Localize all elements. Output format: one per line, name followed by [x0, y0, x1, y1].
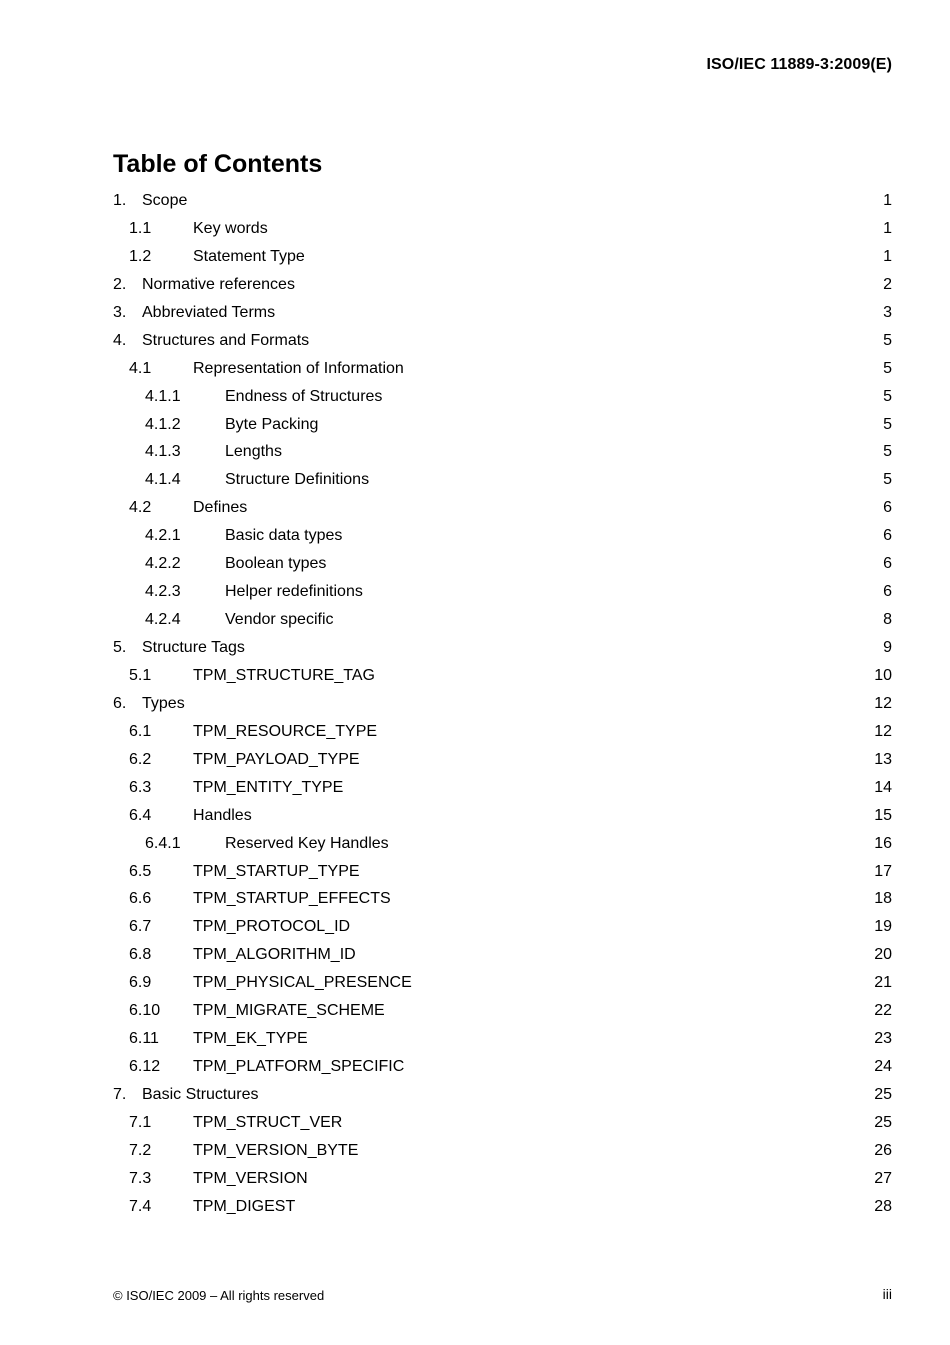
toc-entry-number: 4.1.3 — [145, 443, 181, 461]
toc-entry[interactable] — [113, 215, 892, 243]
toc-entry-title: Key words — [193, 219, 268, 237]
toc-entry-number: 6.11 — [129, 1030, 159, 1048]
toc-entry[interactable] — [113, 858, 892, 886]
toc-entry-title: Normative references — [142, 275, 295, 293]
toc-entry-title: Reserved Key Handles — [225, 834, 389, 852]
toc-entry-number: 5.1 — [129, 666, 152, 684]
toc-entry-title: TPM_ENTITY_TYPE — [193, 778, 344, 796]
toc-entry[interactable] — [113, 1109, 892, 1137]
toc-entry-title: TPM_PLATFORM_SPECIFIC — [193, 1058, 405, 1076]
copyright-notice: © ISO/IEC 2009 – All rights reserved — [113, 1288, 325, 1303]
toc-entry-number: 6.8 — [129, 946, 152, 964]
toc-entry-page: 8 — [883, 611, 892, 629]
toc-entry-number: 6.1 — [129, 722, 152, 740]
toc-entry-page: 18 — [874, 890, 892, 908]
toc-entry-page: 14 — [874, 778, 892, 796]
toc-entry-title: Structure Tags — [142, 639, 245, 656]
toc-entry-number: 7. — [113, 1086, 127, 1103]
toc-entry-page: 5 — [883, 471, 892, 489]
toc-entry-title: TPM_DIGEST — [193, 1197, 296, 1215]
toc-entry-title: Lengths — [225, 443, 282, 461]
toc-entry-page: 24 — [874, 1058, 892, 1076]
toc-entry-number: 1. — [113, 192, 127, 209]
toc-entry-number: 4.2 — [129, 499, 152, 517]
toc-entry-number: 6.4.1 — [145, 834, 181, 852]
toc-entry-number: 4. — [113, 331, 127, 349]
toc-entry-page: 21 — [874, 974, 892, 992]
toc-entry[interactable] — [113, 690, 892, 718]
toc-entry[interactable] — [113, 969, 892, 997]
toc-entry-number: 4.1.2 — [145, 415, 181, 433]
toc-entry-number: 6.2 — [129, 750, 152, 768]
toc-entry-page: 23 — [874, 1030, 892, 1048]
toc-entry-title: Representation of Information — [193, 359, 404, 377]
toc-entry-number: 2. — [113, 275, 127, 293]
toc-entry[interactable] — [113, 327, 892, 355]
toc-entry-page: 16 — [874, 834, 892, 852]
toc-entry-title: TPM_MIGRATE_SCHEME — [193, 1002, 385, 1020]
toc-entry-number: 6.5 — [129, 862, 152, 880]
toc-entry-title: Handles — [193, 806, 252, 824]
toc-entry-number: 6. — [113, 694, 127, 712]
toc-entry-number: 4.1.4 — [145, 471, 181, 489]
toc-entry-page: 6 — [883, 499, 892, 517]
toc-entry-page: 5 — [883, 443, 892, 461]
toc-entry[interactable] — [113, 299, 892, 327]
toc-entry-title: TPM_STARTUP_EFFECTS — [193, 890, 391, 908]
toc-entry[interactable] — [113, 243, 892, 271]
toc-entry[interactable] — [113, 941, 892, 969]
toc-entry-number: 4.2.2 — [145, 555, 181, 573]
toc-entry[interactable] — [113, 438, 892, 466]
toc-entry-page: 6 — [883, 583, 892, 601]
toc-entry-title: Abbreviated Terms — [142, 303, 276, 321]
toc-entry-page: 28 — [874, 1197, 892, 1215]
toc-entry[interactable] — [113, 355, 892, 383]
toc-entry-title: Vendor specific — [225, 611, 334, 629]
toc-entry[interactable] — [113, 1025, 892, 1053]
toc-entry-title: Byte Packing — [225, 415, 319, 433]
toc-entry-title: Structures and Formats — [142, 331, 310, 349]
toc-entry-number: 7.1 — [129, 1113, 152, 1131]
toc-entry-title: TPM_STARTUP_TYPE — [193, 862, 360, 880]
toc-entry[interactable] — [113, 997, 892, 1025]
toc-entry[interactable] — [113, 1165, 892, 1193]
toc-entry[interactable] — [113, 802, 892, 830]
toc-entry-page: 1 — [883, 247, 892, 265]
toc-entry[interactable] — [113, 774, 892, 802]
toc-entry-title: Helper redefinitions — [225, 583, 363, 601]
toc-entry-page: 13 — [874, 750, 892, 768]
toc-entry-page: 26 — [874, 1141, 892, 1159]
document-identifier: ISO/IEC 11889-3:2009(E) — [706, 56, 892, 73]
toc-entry[interactable] — [113, 522, 892, 550]
toc-entry-title: Boolean types — [225, 555, 327, 573]
toc-entry-title: TPM_PHYSICAL_PRESENCE — [193, 974, 412, 992]
toc-entry-title: Scope — [142, 192, 188, 209]
toc-entry-page: 5 — [883, 359, 892, 377]
toc-entry-number: 6.12 — [129, 1058, 161, 1076]
toc-entry-title: TPM_VERSION — [193, 1169, 308, 1187]
toc-entry-page: 17 — [874, 862, 892, 880]
toc-entry-title: Statement Type — [193, 247, 305, 265]
toc-entry-number: 3. — [113, 303, 127, 321]
toc-entry-page: 1 — [883, 192, 892, 209]
toc-entry[interactable] — [113, 578, 892, 606]
toc-entry-title: Types — [142, 694, 185, 712]
toc-entry-number: 7.2 — [129, 1141, 152, 1159]
toc-entry-page: 19 — [874, 918, 892, 936]
toc-entry[interactable] — [113, 466, 892, 494]
toc-entry-title: TPM_STRUCTURE_TAG — [193, 666, 375, 684]
toc-entry-title: TPM_PAYLOAD_TYPE — [193, 750, 360, 768]
toc-entry-number: 6.4 — [129, 806, 152, 824]
toc-entry-page: 5 — [883, 387, 892, 405]
toc-entry-page: 6 — [883, 555, 892, 573]
toc-entry[interactable] — [113, 885, 892, 913]
toc-entry-page: 15 — [874, 806, 892, 824]
toc-entry[interactable] — [113, 271, 892, 299]
page-number: iii — [882, 1286, 892, 1302]
toc-entry[interactable] — [113, 606, 892, 634]
toc-entry-title: Defines — [193, 499, 248, 517]
toc-entry[interactable] — [113, 187, 892, 215]
toc-entry-title: Basic Structures — [142, 1086, 259, 1103]
toc-entry[interactable] — [113, 411, 892, 439]
toc-entry-title: TPM_STRUCT_VER — [193, 1113, 343, 1131]
toc-entry-page: 3 — [883, 303, 892, 321]
toc-entry-title: TPM_PROTOCOL_ID — [193, 918, 351, 936]
toc-entry-number: 1.1 — [129, 219, 152, 237]
toc-entry[interactable] — [113, 1053, 892, 1081]
toc-entry-number: 5. — [113, 639, 127, 656]
toc-entry-page: 5 — [883, 331, 892, 349]
toc-entry-page: 25 — [874, 1113, 892, 1131]
toc-entry[interactable] — [113, 634, 892, 662]
toc-entry-title: Endness of Structures — [225, 387, 383, 405]
toc-entry[interactable] — [113, 913, 892, 941]
toc-entry-title: Structure Definitions — [225, 471, 370, 489]
toc-entry-title: TPM_EK_TYPE — [193, 1030, 308, 1048]
toc-entry[interactable] — [113, 830, 892, 858]
toc-entry-number: 7.3 — [129, 1169, 152, 1187]
toc-entry-page: 5 — [883, 415, 892, 433]
toc-entry-title: TPM_ALGORITHM_ID — [193, 946, 356, 964]
toc-entry-page: 12 — [874, 722, 892, 740]
toc-entry-number: 4.1 — [129, 359, 152, 377]
toc-entry-number: 1.2 — [129, 247, 152, 265]
toc-entry-number: 4.1.1 — [145, 387, 181, 405]
toc-list — [113, 187, 892, 1221]
toc-entry-page: 22 — [874, 1002, 892, 1020]
toc-entry-page: 1 — [883, 219, 892, 237]
toc-entry-number: 6.10 — [129, 1002, 161, 1020]
toc-entry-number: 4.2.1 — [145, 527, 181, 545]
toc-entry-page: 9 — [883, 639, 892, 656]
toc-entry-number: 7.4 — [129, 1197, 152, 1215]
toc-entry-number: 6.9 — [129, 974, 152, 992]
toc-entry-page: 10 — [874, 666, 892, 684]
toc-entry[interactable] — [113, 1193, 892, 1221]
toc-entry-number: 4.2.3 — [145, 583, 181, 601]
toc-entry-number: 6.3 — [129, 778, 152, 796]
toc-entry[interactable] — [113, 550, 892, 578]
toc-entry[interactable] — [113, 1081, 892, 1109]
toc-entry-number: 4.2.4 — [145, 611, 181, 629]
toc-entry-page: 2 — [883, 275, 892, 293]
toc-entry-number: 6.6 — [129, 890, 152, 908]
toc-entry[interactable] — [113, 746, 892, 774]
toc-entry-number: 6.7 — [129, 918, 152, 936]
toc-entry[interactable] — [113, 662, 892, 690]
toc-entry[interactable] — [113, 718, 892, 746]
toc-entry-page: 12 — [874, 694, 892, 712]
toc-entry[interactable] — [113, 494, 892, 522]
toc-entry-page: 25 — [874, 1086, 892, 1103]
toc-title: Table of Contents — [113, 150, 323, 178]
toc-entry[interactable] — [113, 1137, 892, 1165]
toc-entry-page: 27 — [874, 1169, 892, 1187]
toc-entry-page: 20 — [874, 946, 892, 964]
toc-entry-title: TPM_RESOURCE_TYPE — [193, 722, 378, 740]
toc-entry-page: 6 — [883, 527, 892, 545]
toc-entry-title: TPM_VERSION_BYTE — [193, 1141, 359, 1159]
toc-entry[interactable] — [113, 383, 892, 411]
toc-entry-title: Basic data types — [225, 527, 343, 545]
